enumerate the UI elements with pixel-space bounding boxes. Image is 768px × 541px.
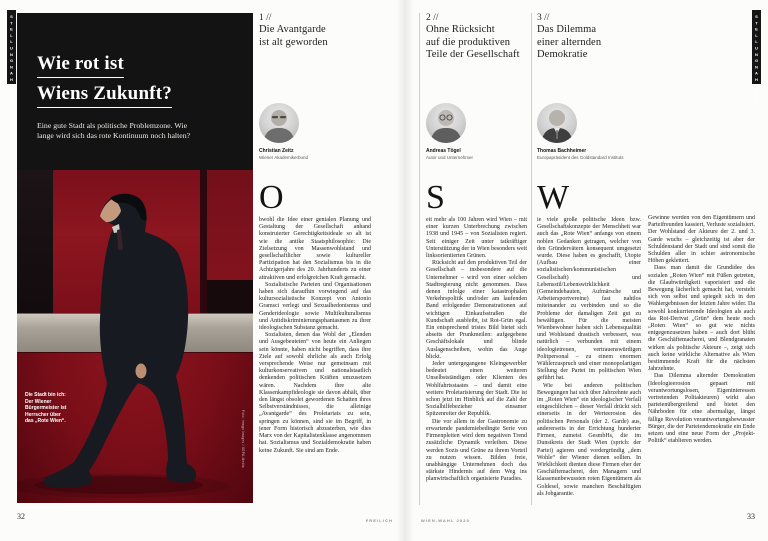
column-rule-2 [531, 13, 532, 505]
opinion-3-body-b [648, 215, 755, 505]
author-role: Europapräsident des Goldstandard Instituts [537, 155, 624, 160]
body-paragraph: bwohl die Idee einer genialen Planung und Gestaltung der Gesellschaft anhand konstruierter Gerechtigkeitsideale so alt ist wie die antike Staatsphilosophie: Die Zielsetzung von Massenwohlstand und gesellschaftlicher sowie kultureller Partizipation hat den Sozialismus bis in die Achtzigerjahre des 20. Jahrhunderts zu einer attraktiven und erfolgreichen Kraft gemacht. [259, 217, 371, 281]
photo-credit: Foto: imago images / SEPA.Media [241, 410, 245, 468]
body-paragraph: Das Dilemma alternder Demokratien (Ideologieerosion gepaart mit verantwortungslosen, Eigeninteressen vertretenden Politakteuren) wirkt also parteienübergreifend und bietet den Nährboden für eine abermalige, längst fällige Revolution verantwortungsbewusster Bürger, die der Parteiendemokratie ein Ende setzen und eine neue Form der „Projekt-Politik“ etablieren werden. [648, 373, 755, 445]
opinion-3-number: 3 // [537, 13, 550, 23]
opinion-3-headline-line: einer alternden [537, 36, 602, 48]
opinion-1-headline-line: Die Avantgarde [259, 24, 326, 35]
dropcap: O [259, 183, 284, 216]
page-number-right: 33 [747, 512, 755, 521]
body-paragraph: Gewinne werden von den Eigentümern und Parteifreunden kassiert, Verluste sozialisiert. Der Wohlstand der Akteure der 2. und 3. Garde wuchs – gleichzeitig ist aber der Schuldenstand der Stadt und sind somit die Schulden aller in schier astronomische Höhen geklettert. [648, 215, 755, 265]
body-paragraph: Sozialisten, denen das Wohl der „Elenden und Ausgebeuteten“ von heute ein Anliegen sein könnte, haben nicht begriffen, dass ihre Ziele auf sowohl ehrliche als auch Erfolg versprechende Weise nur gemeinsam mit kulturkonservativen und nationalstaatlich denkenden politischen Kräften umzusetzen wären. Nachdem ihre alte Klassenkampfideologie sie davon abhält, über den längst obsolet gewordenen Schatten ihres Selbstverständnisses, die alleinige „Avantgarde“ des Proletariats zu sein, springen zu können, sind sie im Begriff, in jener Form historisch abzusterben, wie dies Marx von der Kapitalistenklasse angenommen hat. Sozialismus und Sozialdemokratie haben keine Zukunft. Sie sind am Ende. [259, 332, 371, 454]
section-tab-right: STELLUNGNAHMEN [752, 10, 761, 84]
opinion-2-headline-line: Teile der Gesellschaft [426, 49, 520, 60]
feature-standfirst: Eine gute Stadt als politische Problemzone. Wie lange wird sich das rote Kontinuum noch halten? [37, 121, 191, 140]
feature-title-line-1: Wie rot ist [37, 53, 124, 78]
section-tab-left: STELLUNGNAHMEN [7, 10, 16, 84]
opinion-1-number: 1 // [259, 13, 272, 23]
opinion-3-headline-line: Demokratie [537, 49, 588, 60]
page-fold [396, 0, 414, 541]
dropcap: W [537, 183, 570, 216]
opinion-3-body-a [537, 183, 641, 505]
author-name: Andreas Tögel [426, 148, 461, 154]
body-paragraph: eit mehr als 100 Jahren wird Wien – mit einer kurzen Unterbrechung zwischen 1938 und 1945 – von Sozialisten regiert. Seit einiger Zeit unter tatkräftiger Unterstützung der in Wien besonders weit linksorientierten Grünen. [426, 217, 527, 260]
body-paragraph: Dass man damit die Grundidee des sozialen „Roten Wien“ mit Füßen getreten, die Glaubwürdigkeit vaporisiert und die Bewegung lächerlich gemacht hat, versteht sich von selbst und spiegelt sich in den Wahlergebnissen der letzten Jahre wider. Da sowohl konkurrierende Ideologien als auch das Rot-Derivat „Grün“ dem heute noch „Roten Wien“ so gut wie nichts entgegenzusetzen haben – auch dort blüht die Geschäftemacherei, und Blendgranaten wirken als politische Akteure –, zeigt sich auch keine wirkliche Alternative als Wien bestimmende Kraft für die nächsten Jahrzehnte. [648, 265, 755, 373]
photo-caption: Die Stadt bin ich: Der Wiener Bürgermeister ist Herrscher über das „Rote Wien“. [25, 392, 67, 425]
opinion-3-headline-line: Das Dilemma [537, 24, 597, 35]
body-paragraph: ie viele große politische Ideen bzw. Gesellschaftskonzepte der Menschheit war auch das „Rote Wien“ anfangs von einem noblen Gedanken getragen, welcher von den Gründervätern konsequent umgesetzt wurde. Diese haben es geschafft, Utopie (Aufbau einer sozialistischen/kommunistischen Gesellschaft) und Lebensstil/Lebenswirklichkeit (Gemeindebauten, Aufmärsche und Arbeitersportvereine) fast nahtlos miteinander zu verbinden und so die Probleme der damaligen Zeit gut zu bewältigen. Für die meisten Wienbewohner haben sich Lebensqualität und Wohlstand drastisch verbessert, was natürlich – verbunden mit einem ideologietreuen, vertrauenswürdigen Politpersonal – zu einem enormen Wählerzuspruch und einer monopolartigen Stellung der Partei im politischen Wien geführt hat. [537, 217, 641, 382]
feature-title-panel [17, 13, 253, 170]
opinion-2-headline-line: auf die produktiven [426, 36, 511, 48]
opinion-3-column-a [537, 13, 641, 505]
portrait-placeholder-icon [426, 103, 466, 143]
author-portrait [537, 103, 577, 143]
author-portrait [259, 103, 299, 143]
body-paragraph: Rücksicht auf den produktiven Teil der Gesellschaft – insbesondere auf die Unternehmer – wird von einer solchen Stadtregierung nicht genommen. Dass denen infolge einer katastrophalen Verkehrspolitik und/oder am laufenden Band erfolgender Demonstrationen auf wichtigen Einkaufsstraßen die Kundschaft ausbleibt, ist Rot-Grün egal. Ein entsprechend tristes Bild bietet sich abseits der Prunkmeilen: aufgegebene Geschäftslokale und blinde Auslagenscheiben, wohin das Auge blickt. [426, 260, 527, 360]
column-rule-1 [419, 13, 420, 505]
feature-title [37, 53, 172, 113]
walking-mayor-silhouette [17, 170, 253, 503]
portrait-placeholder-icon [537, 103, 577, 143]
author-name: Christian Zeitz [259, 148, 294, 154]
opinion-2-number: 2 // [426, 13, 439, 23]
body-paragraph: Sozialistische Parteien und Organisationen haben sich daraufhin vorwiegend auf das kultursozialistische Konzept von Antonio Gramsci verlegt und Sexualhedonismus und Genderideologie sowie Multikulturalismus und Antidiskriminierungsphantasmen zu ihrer ideologischen Substanz gemacht. [259, 281, 371, 332]
author-role: Autor und Unternehmer [426, 155, 474, 160]
author-portrait [426, 103, 466, 143]
portrait-placeholder-icon [259, 103, 299, 143]
footer-section: WIEN-WAHL 2020 [421, 518, 470, 523]
opinion-2-column [426, 13, 527, 505]
opinion-2-headline-line: Ohne Rücksicht [426, 24, 495, 35]
dropcap: S [426, 183, 445, 216]
body-paragraph: Die vor allem in der Gastronomie zu erwartende pandemiebedingte Serie von Firmenpleiten wird dem negativen Trend zusätzliche Dynamik verleihen. Diese werden Sozis und Grüne zu ihrem Vorteil zu nutzen wissen. Bilden freie, unabhängige Unternehmen doch das stärkste Hindernis auf dem Weg ins planwirtschaftlich organisierte Paradies. [426, 418, 527, 483]
body-paragraph: Wie bei anderen politischen Bewegungen hat sich über Jahrzehnte auch im „Roten Wien“ ein ideologischer Verfall eingeschlichen – dieser Verfall drückt sich einerseits in der Werteerosion des politischen Personals (der 2. Garde) aus, andererseits in der Errichtung hunderter Firmen, zumeist GesmbHs, die im Dunstkreis der Stadt Wien (sprich: der Partei) agieren und vordergründig „dem Wohle“ der Wiener dienen sollten. In Wirklichkeit dienten diese Firmen eher der Geschäftemacherei, den Managern und klassenunbewussten roten Eigentümern als Goldesel, sowie manchen Beschäftigten als Jobgarantie. [537, 382, 641, 497]
footer-brand: FREILICH [365, 518, 393, 523]
opinion-3-column-b [648, 13, 755, 505]
page-number-left: 32 [17, 512, 25, 521]
body-paragraph: Jeder untergegangene Kleingewerbler bedeutet einen weiteren Unselbstständigen oder Klienten des Wohlfahrtsstaates – und damit eine weitere Proletarisierung der Stadt. Die ist schon jetzt im Hinblick auf die Zahl der Sozialhilfebezieher einsamer Spitzenreiter der Republik. [426, 361, 527, 418]
opinion-1-headline-line: ist alt geworden [259, 36, 328, 48]
author-name: Thomas Bachheimer [537, 148, 587, 154]
author-role: Wiener Akademikerbund [259, 155, 309, 160]
feature-title-line-2: Wiens Zukunft? [37, 83, 172, 108]
feature-photo [17, 170, 253, 503]
opinion-2-body [426, 183, 527, 505]
opinion-1-column [259, 13, 371, 505]
opinion-1-body [259, 183, 371, 505]
